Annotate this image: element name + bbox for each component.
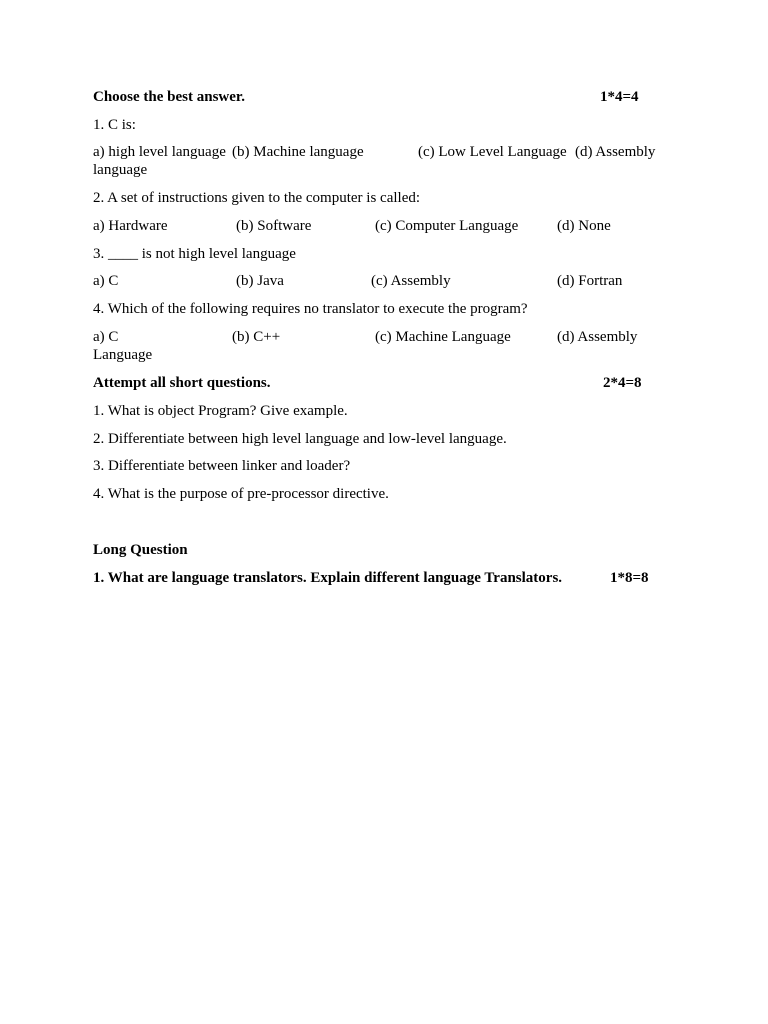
mcq-q4-option-d: (d) Assembly [557,329,638,345]
mcq-q4-option-b: (b) C++ [232,329,281,345]
mcq-q3-option-b: (b) Java [236,273,284,289]
mcq-q2-option-b: (b) Software [236,218,312,234]
mcq-question-2: 2. A set of instructions given to the computer is called: [93,190,421,206]
mcq-q4-option-a: a) C [93,329,119,345]
mcq-q1-option-b: (b) Machine language [232,144,364,160]
mcq-question-1: 1. C is: [93,117,136,133]
mcq-heading: Choose the best answer. [93,89,245,105]
short-heading: Attempt all short questions. [93,375,271,391]
short-question-3: 3. Differentiate between linker and loader? [93,458,351,474]
mcq-q2-option-c: (c) Computer Language [375,218,519,234]
mcq-q1-option-a: a) high level language [93,144,226,160]
short-question-4: 4. What is the purpose of pre-processor directive. [93,486,389,502]
mcq-q1-option-d: (d) Assembly [575,144,656,160]
mcq-q2-option-a: a) Hardware [93,218,168,234]
short-marks: 2*4=8 [603,375,642,391]
mcq-question-3: 3. ____ is not high level language [93,246,296,262]
long-heading: Long Question [93,542,188,558]
mcq-marks: 1*4=4 [600,89,639,105]
mcq-q3-option-a: a) C [93,273,119,289]
short-question-2: 2. Differentiate between high level language and low-level language. [93,431,507,447]
short-question-1: 1. What is object Program? Give example. [93,403,348,419]
mcq-q1-option-a-wrap: language [93,162,148,178]
mcq-q1-option-c: (c) Low Level Language [418,144,567,160]
mcq-q3-option-c: (c) Assembly [371,273,451,289]
mcq-q4-option-d-wrap: Language [93,347,153,363]
mcq-question-4: 4. Which of the following requires no translator to execute the program? [93,301,528,317]
long-question-1: 1. What are language translators. Explain different language Translators. [93,570,563,586]
long-marks: 1*8=8 [610,570,649,586]
mcq-q4-option-c: (c) Machine Language [375,329,511,345]
mcq-q2-option-d: (d) None [557,218,611,234]
mcq-q3-option-d: (d) Fortran [557,273,623,289]
